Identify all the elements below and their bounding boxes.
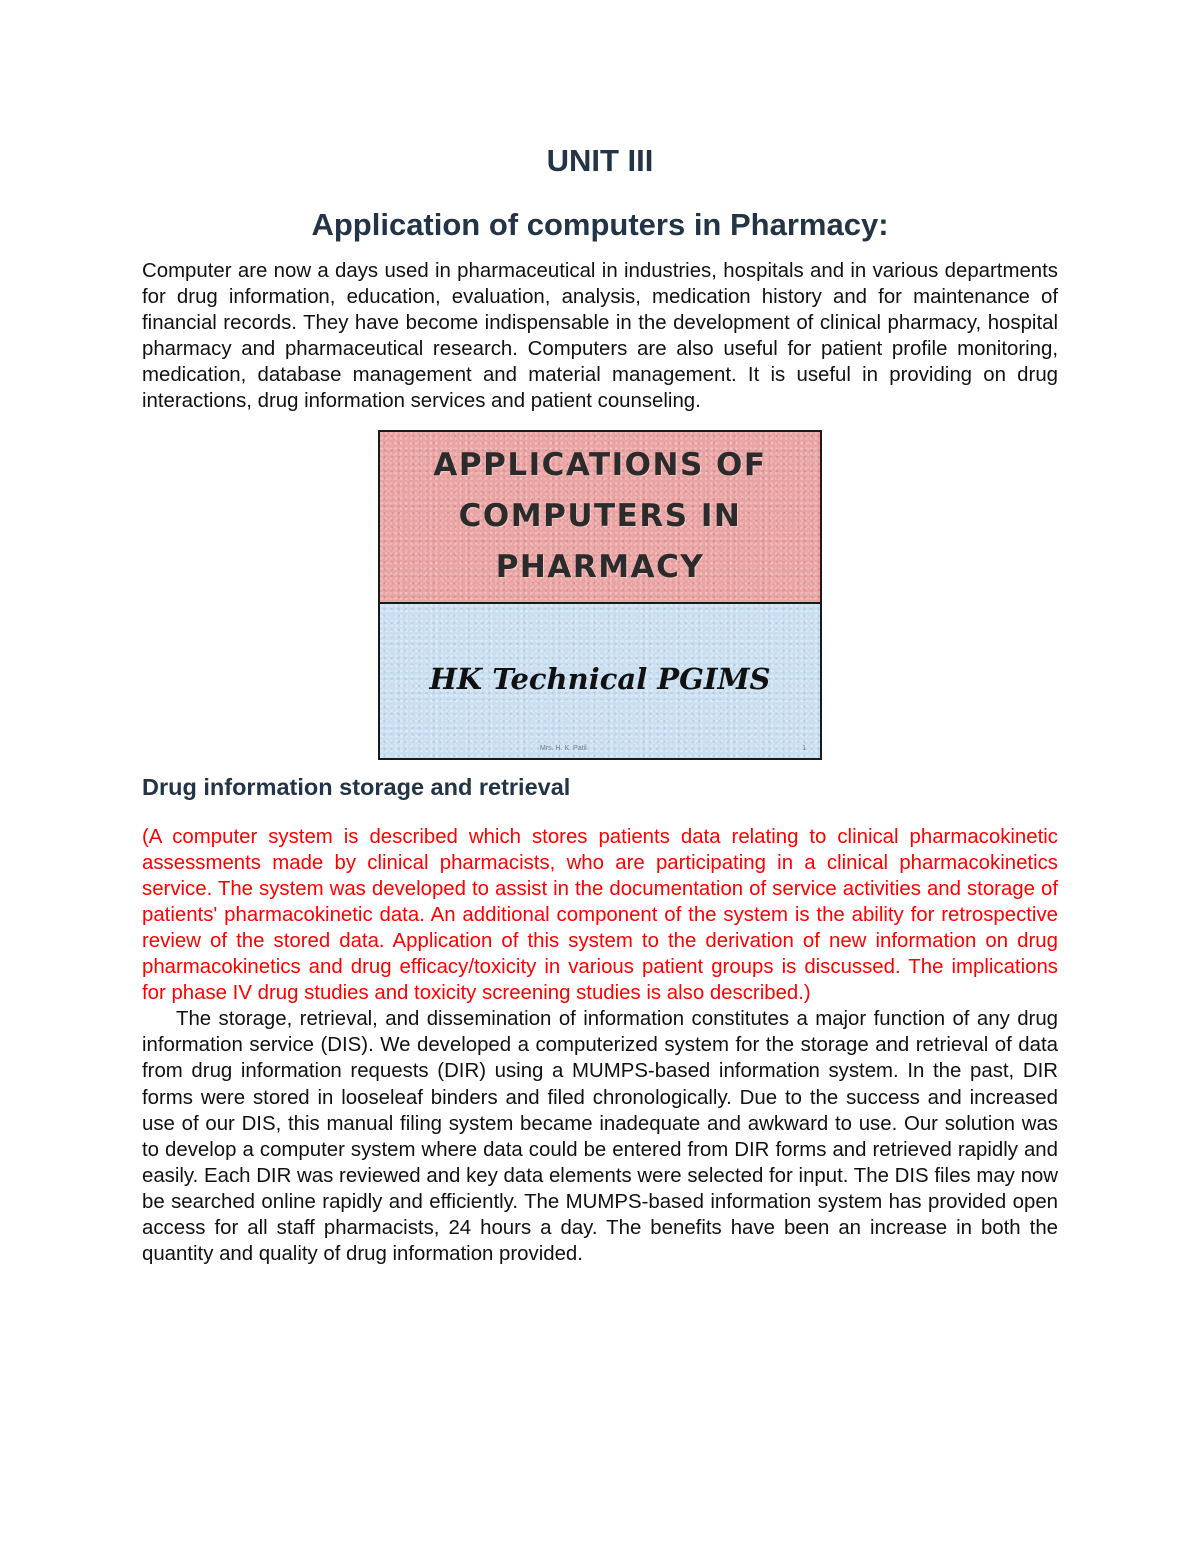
slide-number: 1 xyxy=(802,744,806,752)
slide-title: APPLICATIONS OF COMPUTERS IN PHARMACY xyxy=(433,447,767,586)
document-content xyxy=(142,140,1058,1267)
page-title: Application of computers in Pharmacy: xyxy=(311,207,889,242)
slide-image xyxy=(378,430,822,760)
slide-title-panel xyxy=(380,432,820,604)
intro-paragraph: Computer are now a days used in pharmaceutical in industries, hospitals and in various departments for drug information, education, evaluation, analysis, medication history and for maintenance of financial records. They have become indispensable in the development of clinical pharmacy, hospital pharmacy and pharmaceutical research. Computers are also useful for patient profile monitoring, medication, database management and material management. It is useful in providing on drug interactions, drug information services and patient counseling. xyxy=(142,260,1058,413)
section-heading: Drug information storage and retrieval xyxy=(142,773,571,800)
slide-footer-text: Mrs. H. K. Patil xyxy=(540,744,587,752)
unit-title: UNIT III xyxy=(546,143,654,178)
slide-organization: HK Technical PGIMS xyxy=(429,661,771,696)
body-paragraph: The storage, retrieval, and dissemination of information constitutes a major function of any drug information service (DIS). We developed a computerized system for the storage and retrieval of data from drug information requests (DIR) using a MUMPS-based information system. In the past, DIR forms were stored in looseleaf binders and filed chronologically. Due to the success and increased use of our DIS, this manual filing system became inadequate and awkward to use. Our solution was to develop a computer system where data could be entered from DIR forms and retrieved rapidly and easily. Each DIR was reviewed and key data elements were selected for input. The DIS files may now be searched online rapidly and efficiently. The MUMPS-based information system has provided open access for all staff pharmacists, 24 hours a day. The benefits have been an increase in both the quantity and quality of drug information provided. xyxy=(142,1008,1058,1266)
red-paragraph: (A computer system is described which stores patients data relating to clinical pharmacokinetic assessments made by clinical pharmacists, who are participating in a clinical pharmacokinetics service. The system was developed to assist in the documentation of service activities and storage of patients' pharmacokinetic data. An additional component of the system is the ability for retrospective review of the stored data. Application of this system to the derivation of new information on drug pharmacokinetics and drug efficacy/toxicity in various patient groups is discussed. The implications for phase IV drug studies and toxicity screening studies is also described.) xyxy=(142,825,1058,1005)
slide-footer-panel xyxy=(380,604,820,758)
